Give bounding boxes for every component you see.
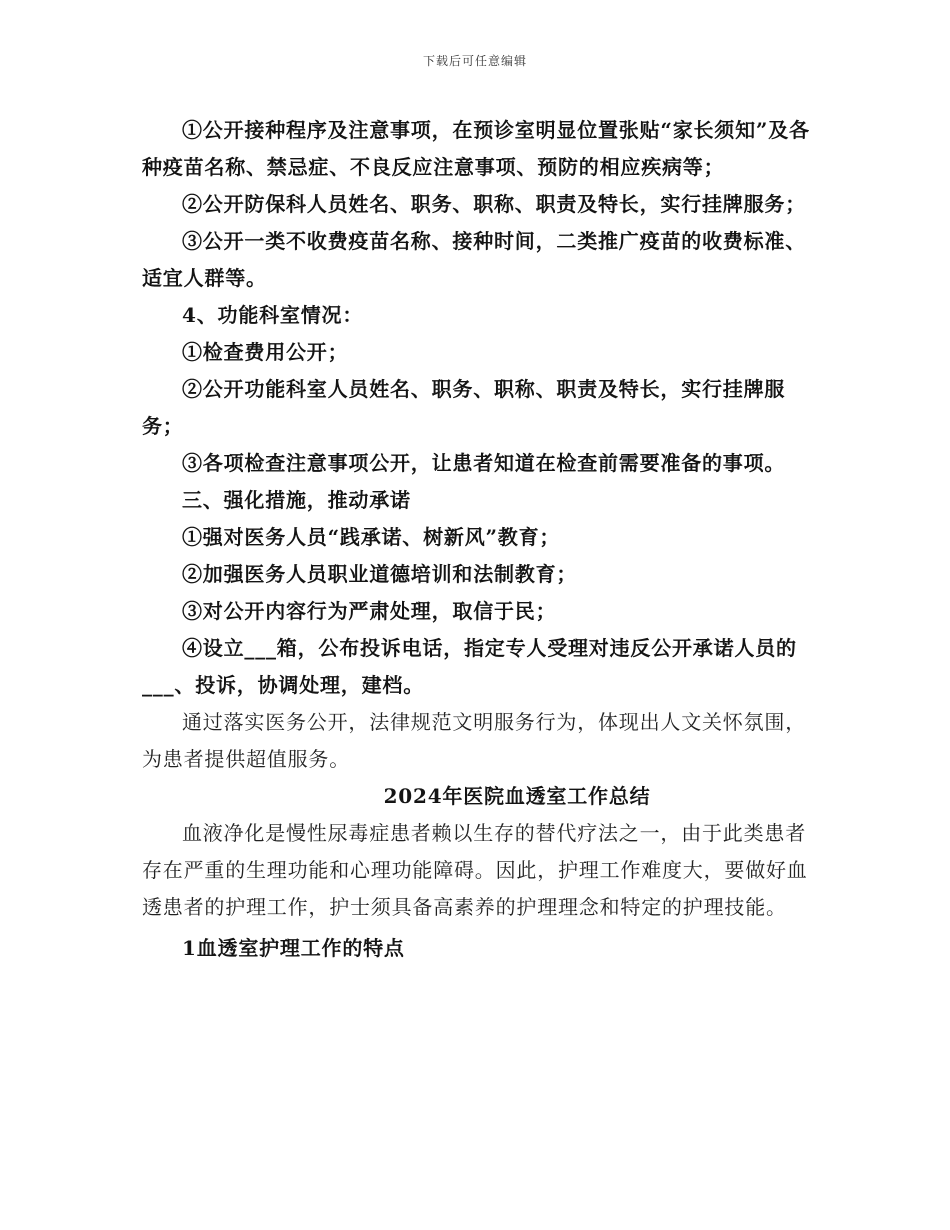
- paragraph-closing: 通过落实医务公开，法律规范文明服务行为，体现出人文关怀氛围，为患者提供超值服务。: [142, 710, 806, 771]
- heading-functional-departments: 4、功能科室情况：: [182, 303, 364, 327]
- paragraph-intro: 血液净化是慢性尿毒症患者赖以生存的替代疗法之一，由于此类患者存在严重的生理功能和心理功能障碍。因此，护理工作难度大，要做好血透患者的护理工作，护士须具备高素养的护理理念和特定的护理技能。: [142, 821, 808, 919]
- paragraph-complaint-box: ④设立___箱，公布投诉电话，指定专人受理对违反公开承诺人员的___、投诉，协调处理，建档。: [142, 636, 797, 697]
- paragraph-staff-disclosure: ②公开防保科人员姓名、职务、职称、职责及特长，实行挂牌服务；: [182, 192, 806, 216]
- paragraph-functional-staff: ②公开功能科室人员姓名、职务、职称、职责及特长，实行挂牌服务；: [142, 377, 786, 438]
- heading-strengthen-measures: 三、强化措施，推动承诺: [182, 488, 411, 512]
- page-header: 下载后可任意编辑: [422, 54, 527, 68]
- paragraph-education: ①强对医务人员“践承诺、树新风”教育；: [182, 525, 561, 549]
- subheading-characteristics: 1血透室护理工作的特点: [182, 936, 405, 960]
- paragraph-ethics-training: ②加强医务人员职业道德培训和法制教育；: [182, 562, 578, 586]
- section-title: 2024年医院血透室工作总结: [383, 784, 651, 808]
- paragraph-vaccine-fees: ③公开一类不收费疫苗名称、接种时间，二类推广疫苗的收费标准、适宜人群等。: [142, 229, 806, 290]
- paragraph-serious-handling: ③对公开内容行为严肃处理，取信于民；: [182, 599, 557, 623]
- paragraph-exam-notes: ③各项检查注意事项公开，让患者知道在检查前需要准备的事项。: [182, 451, 786, 475]
- paragraph-exam-fees: ①检查费用公开；: [182, 340, 349, 364]
- paragraph-vaccination-procedure: ①公开接种程序及注意事项，在预诊室明显位置张贴“家长须知”及各种疫苗名称、禁忌症、不良反应注意事项、预防的相应疾病等；: [142, 118, 810, 179]
- document-body: [142, 112, 812, 967]
